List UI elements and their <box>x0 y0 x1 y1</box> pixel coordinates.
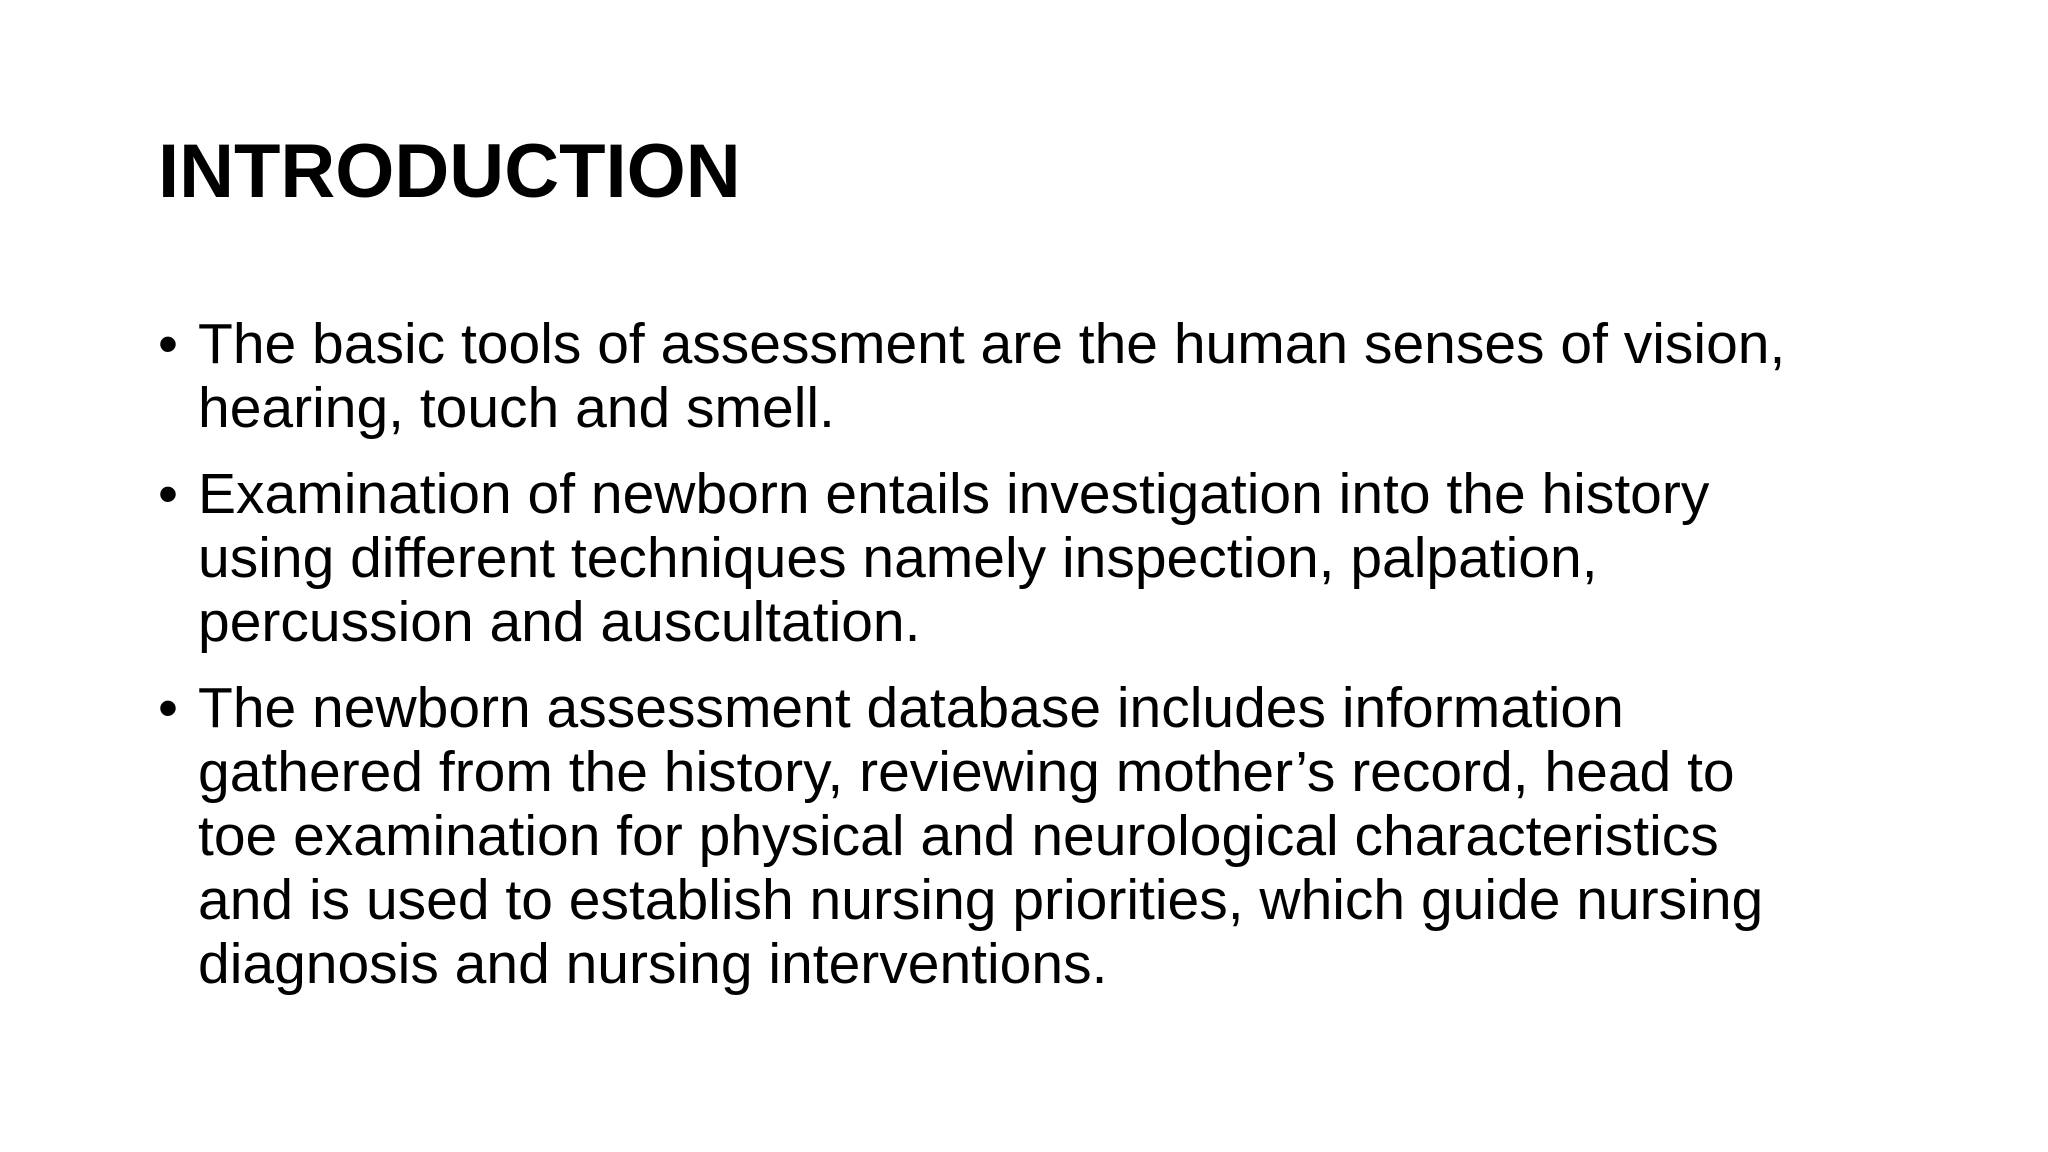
bullet-dot: • <box>158 312 178 376</box>
bullet-text-line: using different techniques namely inspection, palpation, <box>198 526 1598 590</box>
bullet-item-1 <box>158 312 1918 440</box>
bullet-text-line: percussion and auscultation. <box>198 590 921 654</box>
bullet-text-line: diagnosis and nursing interventions. <box>198 932 1108 996</box>
bullet-dot: • <box>158 676 178 740</box>
bullet-text-line: gathered from the history, reviewing mother’s record, head to <box>198 740 1735 804</box>
bullet-text-line: The basic tools of assessment are the human senses of vision, <box>198 312 1786 376</box>
bullet-list <box>158 312 1918 1018</box>
bullet-text-line: Examination of newborn entails investigation into the history <box>198 462 1710 526</box>
bullet-dot: • <box>158 462 178 526</box>
bullet-text-line: hearing, touch and smell. <box>198 376 835 440</box>
slide-title: INTRODUCTION <box>158 129 741 214</box>
bullet-item-2 <box>158 462 1918 654</box>
bullet-text-line: The newborn assessment database includes information <box>198 676 1624 740</box>
bullet-text-line: toe examination for physical and neurological characteristics <box>198 804 1719 868</box>
bullet-item-3 <box>158 676 1918 996</box>
bullet-text-line: and is used to establish nursing priorities, which guide nursing <box>198 868 1764 932</box>
